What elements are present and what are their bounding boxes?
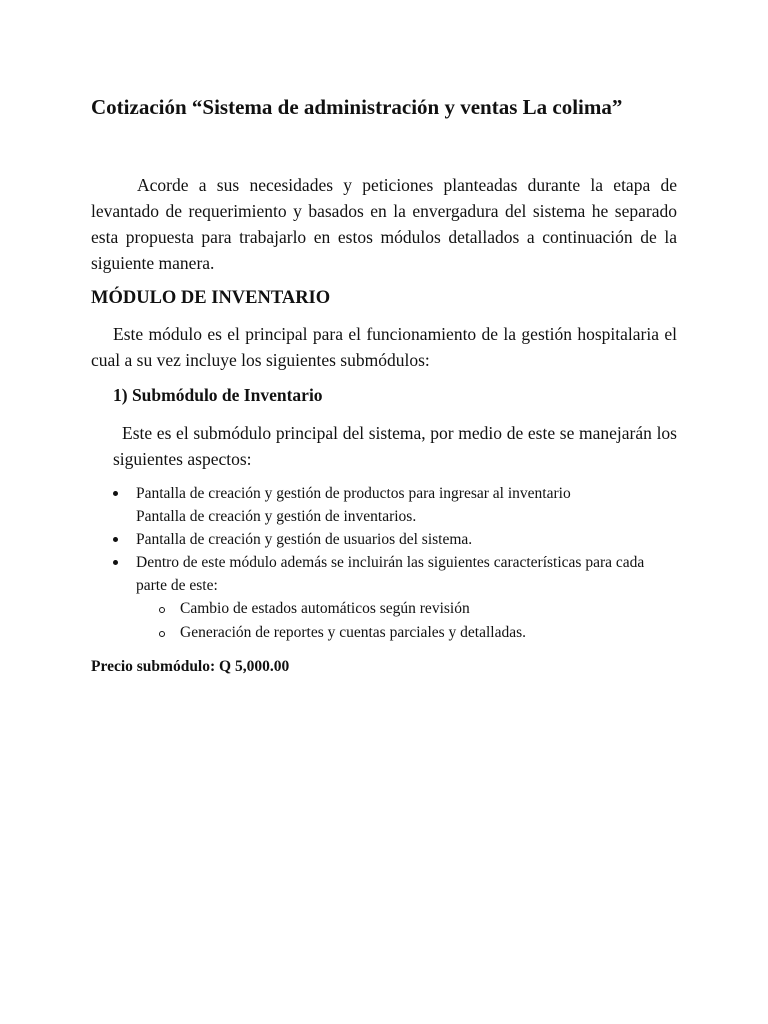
list-item-text: Pantalla de creación y gestión de inventarios. <box>136 508 417 525</box>
submodule-description: Este es el submódulo principal del sistema, por medio de este se manejarán los siguientes aspectos: <box>113 423 677 469</box>
sub-list-item <box>157 597 679 621</box>
circle-bullet-icon <box>159 631 165 637</box>
module-heading: MÓDULO DE INVENTARIO <box>91 288 331 308</box>
sub-list-item-text: Cambio de estados automáticos según revisión <box>180 600 470 617</box>
feature-list <box>113 482 679 645</box>
submodule-price: Precio submódulo: Q 5,000.00 <box>91 658 290 675</box>
bullet-icon <box>113 560 118 565</box>
intro-paragraph: Acorde a sus necesidades y peticiones planteadas durante la etapa de levantado de requerimiento y basados en la envergadura del sistema he separado esta propuesta para trabajarlo en estos módulos detallados a continuación de la siguiente manera. <box>91 175 677 273</box>
list-item <box>113 551 679 645</box>
list-item-text: Dentro de este módulo además se incluirán las siguientes características para cada parte de este: <box>136 554 645 594</box>
sub-list-item-text: Generación de reportes y cuentas parciales y detalladas. <box>180 624 527 641</box>
circle-bullet-icon <box>159 607 165 613</box>
sub-list-item <box>157 621 679 645</box>
list-item <box>113 482 679 528</box>
module-description: Este módulo es el principal para el funcionamiento de la gestión hospitalaria el cual a su vez incluye los siguientes submódulos: <box>91 324 677 370</box>
list-item <box>113 528 679 551</box>
characteristics-list <box>136 597 679 645</box>
document-title: Cotización “Sistema de administración y ventas La colima” <box>91 95 623 119</box>
list-item-text: Pantalla de creación y gestión de productos para ingresar al inventario <box>136 485 571 502</box>
list-item-text: Pantalla de creación y gestión de usuarios del sistema. <box>136 531 473 548</box>
bullet-icon <box>113 537 118 542</box>
bullet-icon <box>113 491 118 496</box>
submodule-heading: 1) Submódulo de Inventario <box>113 385 323 405</box>
